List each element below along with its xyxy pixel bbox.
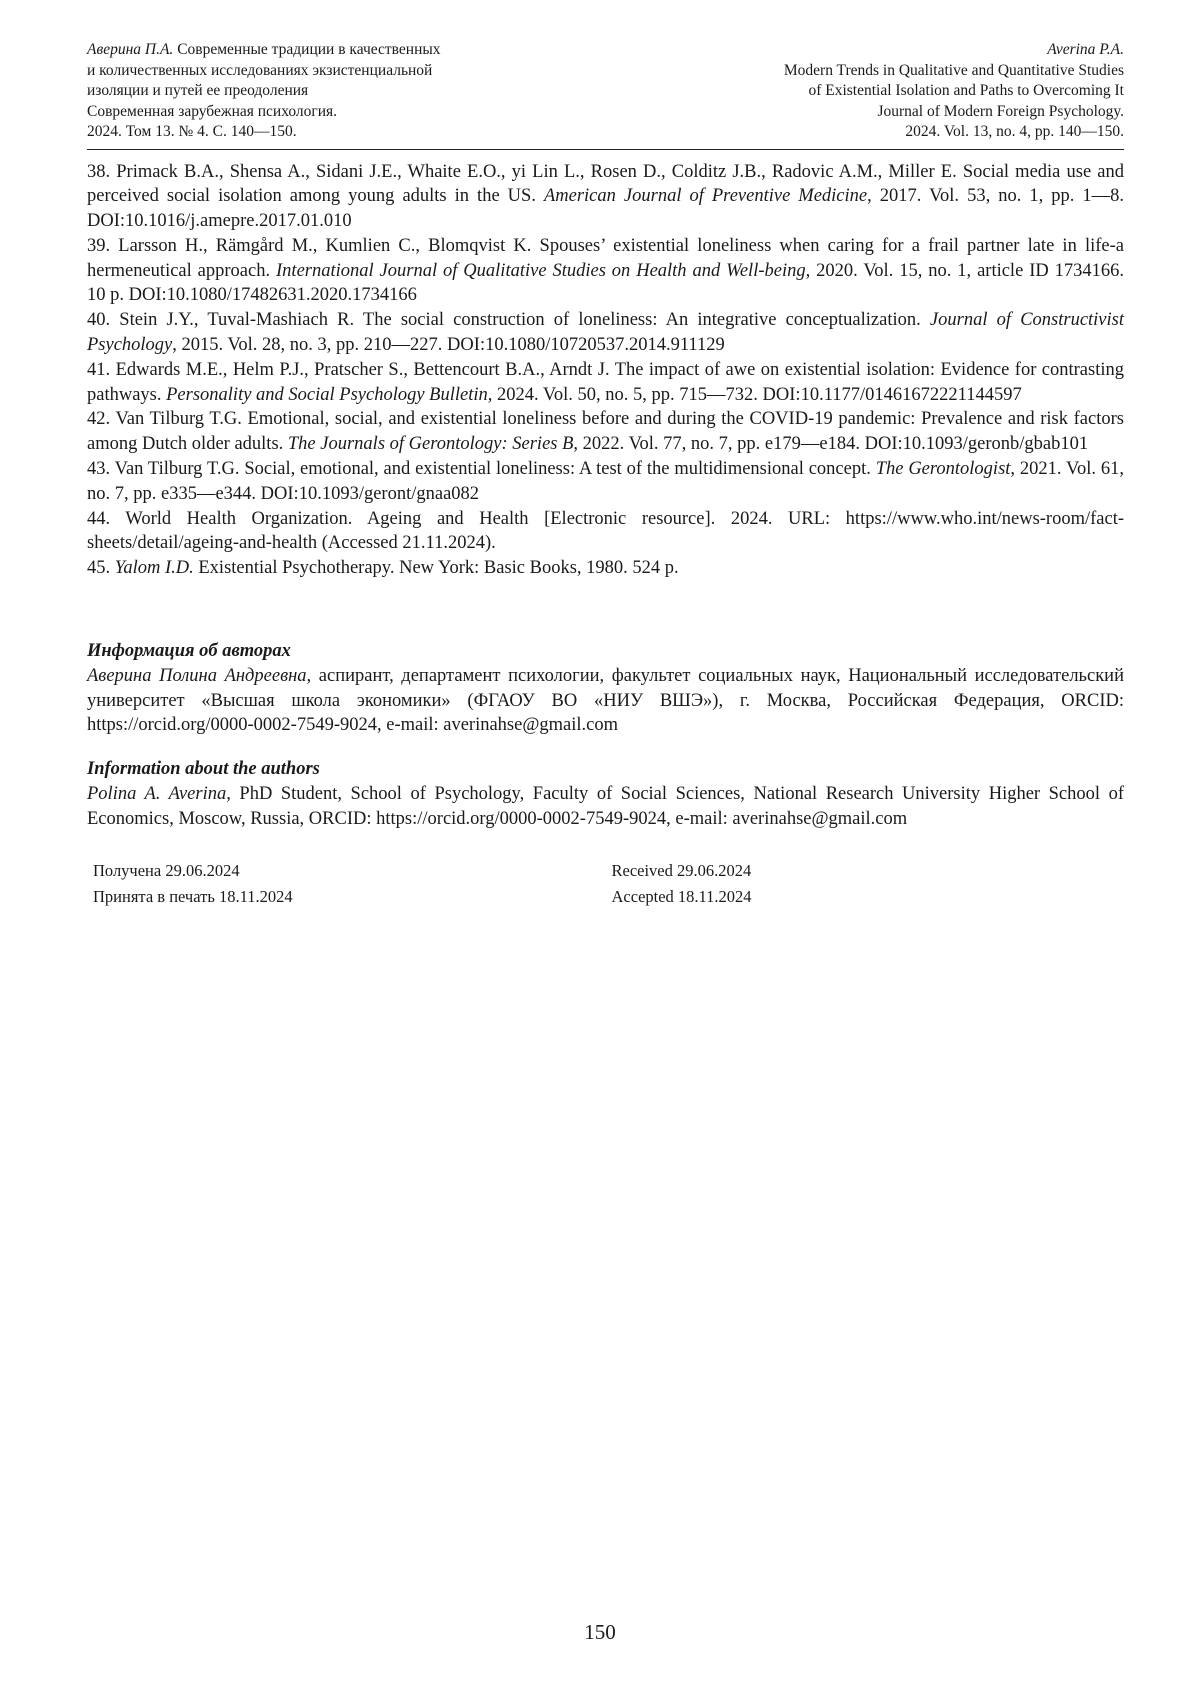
author-info-en-title: Information about the authors [87,759,320,780]
header-left-line-2: и количественных исследованиях экзистенциальной [87,61,433,79]
reference-item [87,507,1124,557]
received-date-ru: Получена 29.06.2024 [93,860,240,880]
header-right-line-3: of Existential Isolation and Paths to Overcoming It [808,82,1124,99]
header-right-author [614,40,1124,61]
dates-ru [87,858,606,910]
author-info-ru [87,639,1124,738]
reference-text: , 2021. Vol. 61, no. 7, pp. e335—e344. DOI:10.1093/geront/gnaa082 [87,459,1125,504]
reference-text: 42. Van Tilburg T.G. Emotional, social, and existential loneliness before and during the COVID-19 pandemic: Prevalence and risk factors among Dutch older adults. [87,409,1124,455]
reference-text: , 2024. Vol. 50, no. 5, pp. 715—732. DOI:10.1177/01461672221144597 [487,384,1022,405]
header-right-line-2: Modern Trends in Qualitative and Quantitative Studies [783,61,1124,79]
reference-text: 41. Edwards M.E., Helm P.J., Pratscher S., Bettencourt B.A., Arndt J. The impact of awe on existential isolation: Evidence for contrasting pathways. [87,359,1124,405]
author-details-ru: аспирант, департамент психологии, факультет социальных наук, Национальный исследовательский университет «Высшая школа экономики» (ФГАОУ ВО «НИУ ВШЭ»), г. Москва, Российская Федерация, ORCID: https://orcid.org/0000-0002-7549-9024, e-mail: averinahse@gmail.com [87,665,1124,736]
reference-text: , 2022. Vol. 77, no. 7, pp. e179—e184. DOI:10.1093/geronb/gbab101 [573,434,1089,455]
reference-text: , 2015. Vol. 28, no. 3, pp. 210—227. DOI:10.1080/10720537.2014.911129 [172,335,725,356]
header-right [614,40,1124,143]
author-info-ru-title: Информация об авторах [87,641,291,662]
header-left-title-start: Современные традиции в качественных [173,41,441,58]
header-left-author: Аверина П.А. [87,41,174,58]
reference-item [87,358,1124,408]
reference-text: Existential Psychotherapy. New York: Basic Books, 1980. 524 p. [193,558,679,579]
article-dates [87,858,1124,910]
header-right-author-text: Averina P.A. [1047,41,1124,58]
header-left-journal: Современная зарубежная психология. [87,102,338,120]
received-date-en: Received 29.06.2024 [611,860,752,880]
reference-text: 40. Stein J.Y., Tuval-Mashiach R. The social construction of loneliness: An integrative conceptualization. [87,310,930,331]
header-right-journal: Journal of Modern Foreign Psychology. [877,102,1124,120]
reference-source-title: Yalom I.D. [114,558,194,579]
reference-list [87,160,1124,582]
reference-text: , 2020. Vol. 15, no. 1, article ID 1734166. 10 p. DOI:10.1080/17482631.2020.1734166 [87,260,1124,306]
reference-item [87,556,1124,581]
reference-item [87,308,1124,358]
reference-text: 39. Larsson H., Rämgård M., Kumlien C., Blomqvist K. Spouses’ existential loneliness when caring for a frail partner late in life-a hermeneutical approach. [87,235,1124,281]
reference-item [87,234,1124,308]
dates-en [606,858,1125,910]
accepted-date-ru: Принята в печать 18.11.2024 [93,886,293,906]
reference-source-title: Journal of Constructivist Psychology [87,310,1125,356]
header-divider [87,149,1124,150]
author-info-ru-body [87,664,1124,738]
reference-text: , 2017. Vol. 53, no. 1, pp. 1—8. DOI:10.1016/j.amepre.2017.01.010 [87,186,1125,232]
author-info-en-body [87,782,1124,832]
header-left-line-3: изоляции и путей ее преодоления [87,82,309,99]
reference-source-title: Personality and Social Psychology Bulletin [166,384,488,405]
accepted-date-en: Accepted 18.11.2024 [611,886,752,906]
author-info-en [87,757,1124,831]
page [87,40,1124,910]
header-left [87,40,597,143]
reference-text: 43. Van Tilburg T.G. Social, emotional, and existential loneliness: A test of the multidimensional concept. [87,459,876,480]
running-header [87,40,1124,143]
header-left-issue: 2024. Том 13. № 4. С. 140—150. [87,123,297,140]
reference-source-title: The Journals of Gerontology: Series B [287,434,574,455]
reference-item [87,457,1124,507]
reference-text: 45. [87,558,115,579]
reference-source-title: American Journal of Preventive Medicine [543,186,868,207]
header-right-issue: 2024. Vol. 13, no. 4, pp. 140—150. [905,123,1124,140]
reference-source-title: The Gerontologist [875,459,1011,480]
reference-text: 38. Primack B.A., Shensa A., Sidani J.E., Whaite E.O., yi Lin L., Rosen D., Colditz J.B., Radovic A.M., Miller E. Social media use and perceived social isolation among young adults in the US. [87,161,1124,207]
author-name-en: Polina A. Averina, [87,784,231,805]
reference-item [87,407,1124,457]
reference-source-title: International Journal of Qualitative Studies on Health and Well-being [276,260,806,281]
author-details-en: PhD Student, School of Psychology, Faculty of Social Sciences, National Research University Higher School of Economics, Moscow, Russia, ORCID: https://orcid.org/0000-0002-7549-9024, e-mail: averinahse@gmail.com [87,784,1124,829]
page-number: 150 [584,1620,616,1644]
author-name-ru: Аверина Полина Андреевна, [87,665,312,686]
header-left-line-1 [87,40,597,61]
reference-item [87,160,1124,234]
reference-text: 44. World Health Organization. Ageing and Health [Electronic resource]. 2024. URL: https://www.who.int/news-room/fact-sheets/detail/ageing-and-health (Accessed 21.11.2024). [87,508,1124,554]
